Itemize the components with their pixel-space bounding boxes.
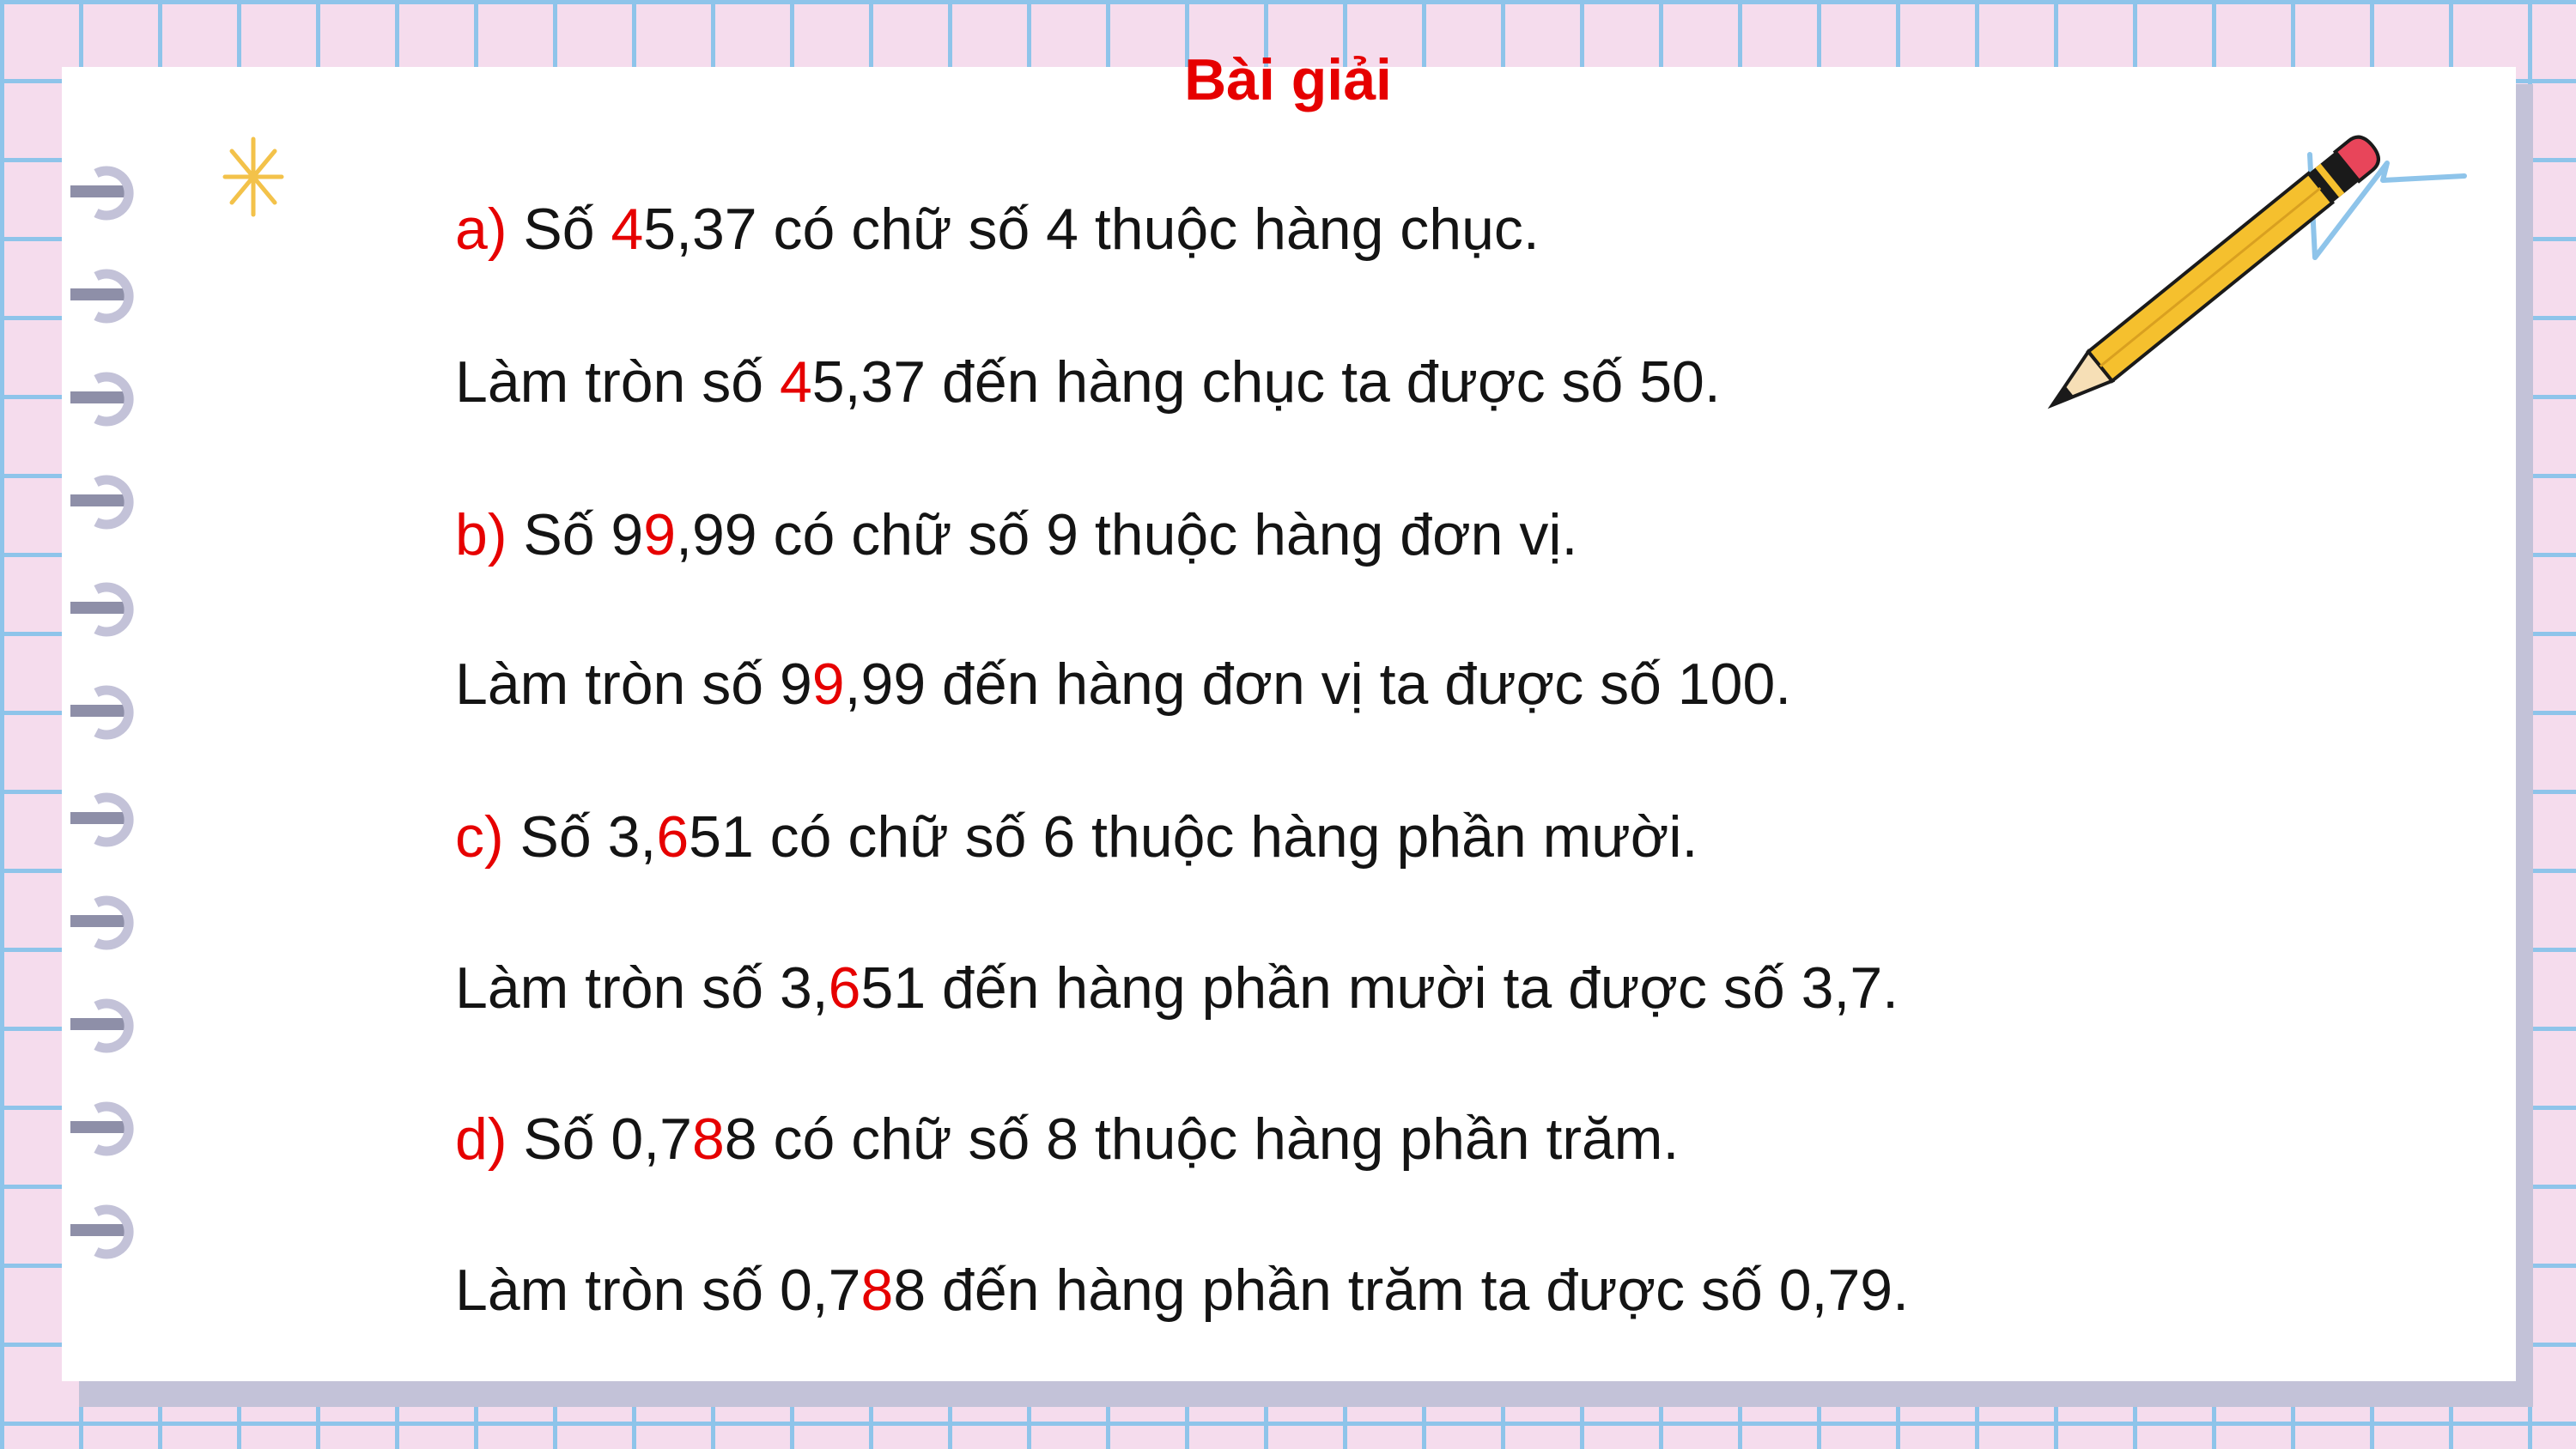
solution-line [455,1252,1909,1329]
binder-ring-icon [70,1202,165,1262]
line-text: 51 đến hàng phần mười ta được số 3,7. [860,955,1899,1021]
part-label: b) [455,502,507,567]
sparkle-icon [222,136,285,218]
line-text: Số 9 [507,502,644,567]
binder-ring-icon [70,472,165,532]
highlight-digit: 4 [611,197,644,262]
part-label: d) [455,1106,507,1172]
solution-line [455,798,1698,876]
solution-line [455,191,1540,268]
line-text: Làm tròn số 0,7 [455,1258,861,1323]
line-text: 5,37 có chữ số 4 thuộc hàng chục. [643,197,1540,262]
line-text: Làm tròn số [455,349,780,415]
solution-line [455,646,1791,723]
line-text: Làm tròn số 3, [455,955,829,1021]
line-text: Số 3, [503,804,657,870]
binder-ring-icon [70,682,165,743]
line-text: Làm tròn số 9 [455,652,812,717]
solution-line [455,1100,1679,1178]
page-title: Bài giải [1184,47,1392,112]
line-text: 51 có chữ số 6 thuộc hàng phần mười. [689,804,1698,870]
solution-line [455,496,1577,573]
binder-ring-icon [70,163,165,223]
line-text: 5,37 đến hàng chục ta được số 50. [811,349,1721,415]
highlight-digit: 9 [811,652,845,717]
line-text: ,99 có chữ số 9 thuộc hàng đơn vị. [676,502,1578,567]
line-text: Số [507,197,611,262]
part-label: c) [455,804,504,870]
part-label: a) [455,197,507,262]
line-text: ,99 đến hàng đơn vị ta được số 100. [844,652,1792,717]
binder-ring-icon [70,893,165,953]
solution-line [455,949,1899,1027]
highlight-digit: 6 [828,955,861,1021]
binder-ring-icon [70,579,165,640]
highlight-digit: 9 [643,502,677,567]
line-text: 8 có chữ số 8 thuộc hàng phần trăm. [724,1106,1680,1172]
highlight-digit: 8 [860,1258,894,1323]
line-text: Số 0,7 [507,1106,692,1172]
binder-ring-icon [70,790,165,850]
line-text: 8 đến hàng phần trăm ta được số 0,79. [893,1258,1909,1323]
binder-ring-icon [70,1099,165,1159]
binder-ring-icon [70,996,165,1056]
solution-line [455,343,1721,421]
highlight-digit: 6 [656,804,690,870]
pencil-icon [2044,112,2473,421]
highlight-digit: 8 [691,1106,725,1172]
highlight-digit: 4 [779,349,812,415]
binder-ring-icon [70,369,165,429]
binder-ring-icon [70,266,165,326]
